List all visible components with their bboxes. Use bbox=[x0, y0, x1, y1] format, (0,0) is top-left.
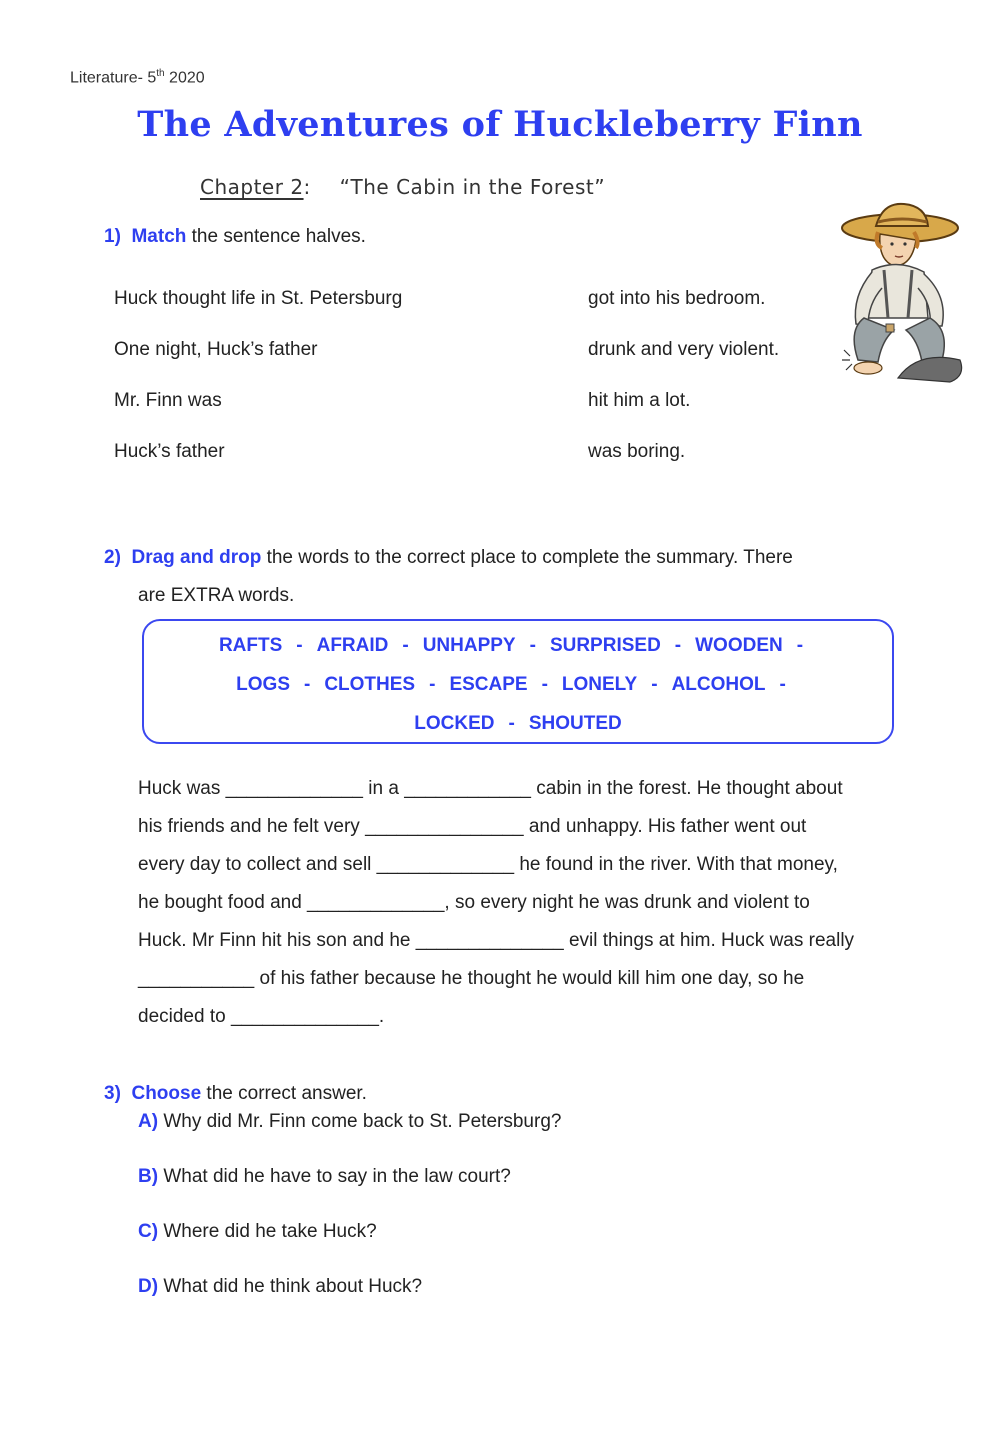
word-chip[interactable]: WOODEN bbox=[695, 635, 783, 656]
word-chip[interactable]: LOGS bbox=[236, 674, 290, 695]
q1-keyword: Match bbox=[131, 226, 187, 247]
q3-item-a[interactable]: A) Why did Mr. Finn come back to St. Petersburg? bbox=[138, 1111, 562, 1132]
word-chip[interactable]: RAFTS bbox=[218, 635, 283, 656]
word-chip[interactable]: CLOTHES bbox=[324, 674, 416, 695]
header-subject: Literature- 5th 2020 bbox=[70, 68, 205, 87]
match-right-item[interactable]: drunk and very violent. bbox=[588, 339, 780, 360]
word-bank bbox=[142, 619, 894, 744]
word-chip[interactable]: AFRAID bbox=[316, 635, 389, 656]
word-bank-row-2: LOGS - CLOTHES - ESCAPE - LONELY - ALCOHOL - bbox=[236, 674, 786, 695]
summary-line: every day to collect and sell _____________ he found in the river. With that money, bbox=[138, 854, 838, 875]
match-right-item[interactable]: was boring. bbox=[588, 441, 686, 462]
summary-line: Huck. Mr Finn hit his son and he ______________ evil things at him. Huck was really bbox=[138, 930, 855, 951]
word-chip[interactable]: LONELY bbox=[561, 674, 638, 695]
match-right-item[interactable]: hit him a lot. bbox=[588, 390, 691, 411]
match-left-item[interactable]: Mr. Finn was bbox=[114, 390, 222, 411]
q2-instruction-cont: are EXTRA words. bbox=[138, 585, 295, 606]
summary-line: ___________ of his father because he thought he would kill him one day, so he bbox=[138, 968, 805, 989]
word-chip[interactable]: ALCOHOL bbox=[671, 674, 766, 695]
word-bank-row-3: LOCKED - SHOUTED bbox=[414, 713, 622, 734]
word-chip[interactable]: ESCAPE bbox=[449, 674, 528, 695]
q3-instruction: 3) Choose the correct answer. bbox=[104, 1083, 367, 1104]
q3-item-b[interactable]: B) What did he have to say in the law court? bbox=[138, 1166, 511, 1187]
q3-item-d[interactable]: D) What did he think about Huck? bbox=[138, 1276, 423, 1297]
summary-line: he bought food and _____________, so every night he was drunk and violent to bbox=[138, 892, 810, 913]
match-left-item[interactable]: One night, Huck’s father bbox=[114, 339, 318, 360]
page-title: The Adventures of Huckleberry Finn bbox=[137, 104, 863, 145]
word-chip[interactable]: SHOUTED bbox=[528, 713, 622, 734]
q1-instruction: 1) Match the sentence halves. bbox=[104, 226, 366, 247]
summary-line: Huck was _____________ in a ____________ cabin in the forest. He thought about bbox=[138, 778, 843, 799]
chapter-label: Chapter 2 bbox=[200, 175, 304, 199]
word-chip[interactable]: LOCKED bbox=[414, 713, 495, 734]
q3-keyword: Choose bbox=[131, 1083, 202, 1104]
q2-instruction: 2) Drag and drop the words to the correct place to complete the summary. There bbox=[104, 547, 793, 568]
word-chip[interactable]: UNHAPPY bbox=[422, 635, 516, 656]
match-right-item[interactable]: got into his bedroom. bbox=[588, 288, 766, 309]
chapter-name: “The Cabin in the Forest” bbox=[339, 175, 606, 199]
word-chip[interactable]: SURPRISED bbox=[549, 635, 661, 656]
chapter-heading: Chapter 2: “The Cabin in the Forest” bbox=[200, 175, 606, 199]
match-left-item[interactable]: Huck thought life in St. Petersburg bbox=[114, 288, 403, 309]
word-bank-row-1: RAFTS - AFRAID - UNHAPPY - SURPRISED - WOODEN - bbox=[218, 635, 804, 656]
q3-item-c[interactable]: C) Where did he take Huck? bbox=[138, 1221, 377, 1242]
match-left-item[interactable]: Huck’s father bbox=[114, 441, 225, 462]
summary-line: decided to ______________. bbox=[138, 1006, 385, 1027]
summary-text bbox=[138, 770, 938, 1036]
summary-line: his friends and he felt very _______________ and unhappy. His father went out bbox=[138, 816, 807, 837]
q2-keyword: Drag and drop bbox=[131, 547, 262, 568]
huck-illustration bbox=[838, 200, 968, 385]
